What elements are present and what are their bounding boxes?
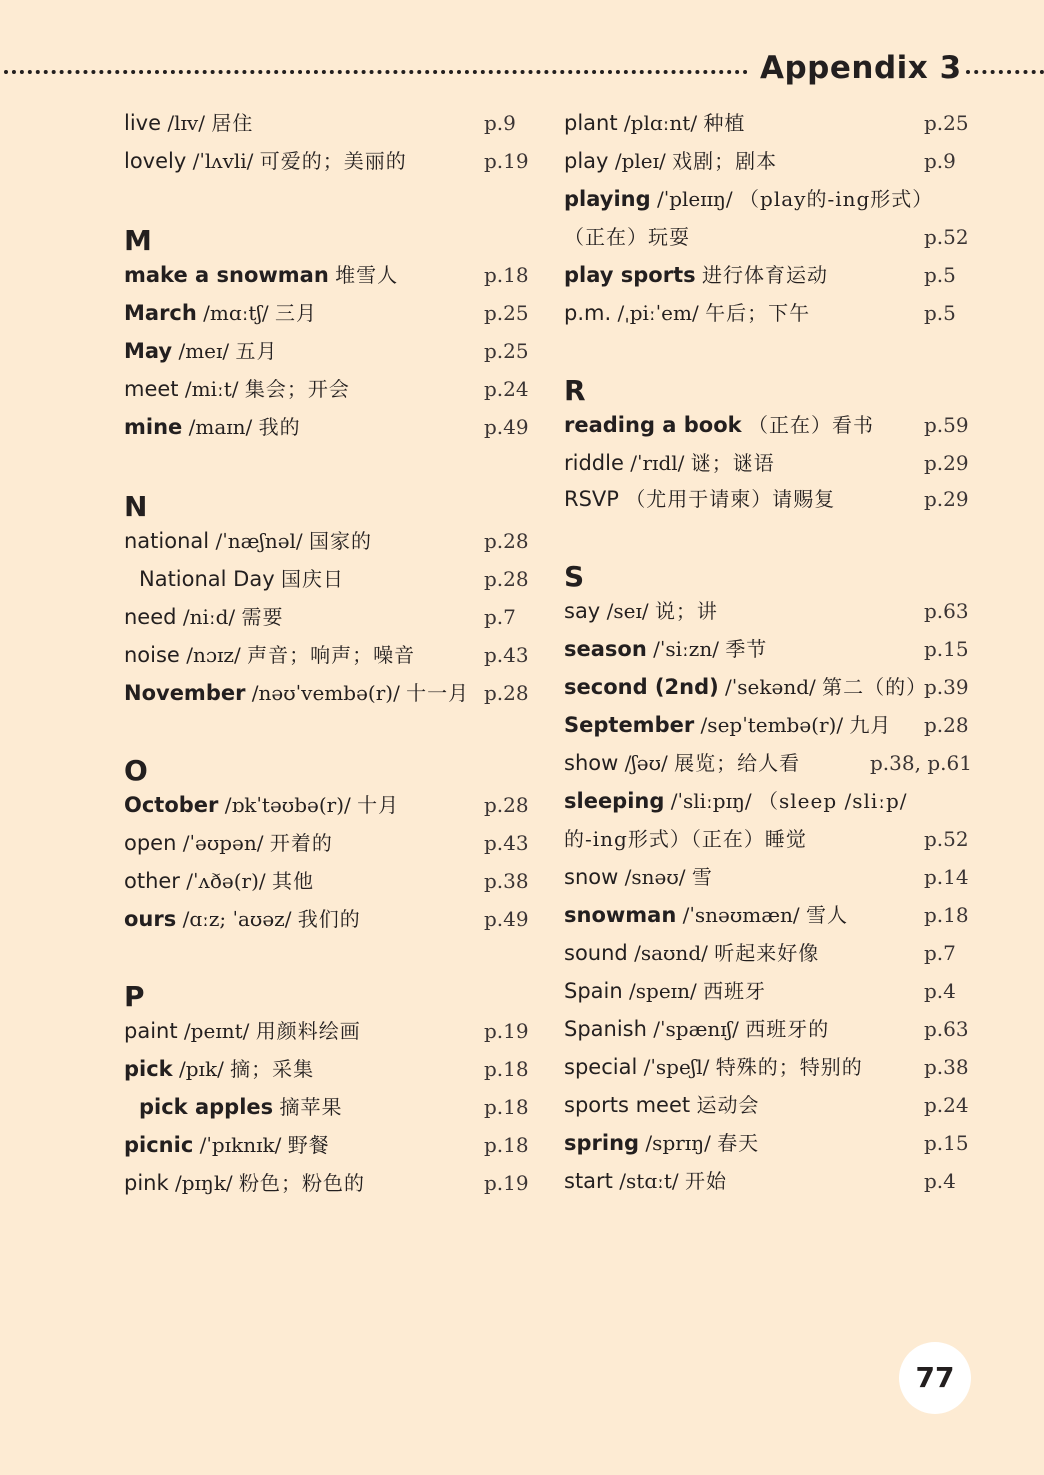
chinese-meaning: 粉色；粉色的	[239, 1171, 366, 1195]
phonetic: /ˈʌðə(r)/	[179, 869, 272, 893]
phonetic: /ɒkˈtəʊbə(r)/	[218, 793, 358, 817]
page-reference: p.63	[924, 1017, 969, 1041]
dotted-rule-left	[4, 70, 748, 74]
phonetic: /pleɪ/	[608, 149, 673, 173]
page-reference: p.7	[484, 605, 516, 629]
glossary-entry	[564, 976, 974, 1014]
headword: sound	[564, 941, 628, 965]
headword: pick	[124, 1057, 173, 1081]
dotted-rule-right	[966, 70, 1044, 74]
entry-text	[564, 1166, 727, 1196]
section-letter: P	[124, 980, 145, 1013]
headword: Spanish	[564, 1017, 647, 1041]
entry-text	[124, 1168, 365, 1198]
page-reference: p.39	[924, 675, 969, 699]
chinese-meaning: 戏剧；剧本	[672, 149, 778, 173]
chinese-meaning: 雪人	[806, 903, 848, 927]
chinese-meaning: 的-ing形式）（正在）睡觉	[564, 827, 807, 851]
section-letter: O	[124, 754, 148, 787]
headword: sleeping	[564, 789, 665, 813]
headword: need	[124, 605, 177, 629]
entry-text	[564, 976, 766, 1006]
phonetic: /peɪnt/	[177, 1019, 256, 1043]
page-reference: p.59	[924, 413, 969, 437]
page-reference: p.9	[924, 149, 956, 173]
chinese-meaning: 需要	[241, 605, 284, 629]
phonetic: /nɔɪz/	[179, 643, 248, 667]
page-reference: p.15	[924, 637, 969, 661]
entry-text	[124, 904, 361, 934]
page-reference: p.28	[484, 567, 529, 591]
chinese-meaning: 开始	[685, 1169, 727, 1193]
page-reference: p.29	[924, 487, 969, 511]
page-reference: p.19	[484, 1019, 529, 1043]
page-reference: p.18	[484, 263, 529, 287]
entry-text	[139, 1092, 343, 1122]
page-reference: p.49	[484, 415, 529, 439]
glossary-entry	[124, 564, 534, 602]
glossary-entry	[124, 904, 534, 942]
chinese-meaning: 摘；采集	[230, 1057, 315, 1081]
phonetic: /saʊnd/	[627, 941, 715, 965]
glossary-entry	[124, 640, 534, 678]
chinese-meaning: 西班牙	[703, 979, 767, 1003]
entry-text	[124, 866, 314, 896]
phonetic: /niːd/	[176, 605, 242, 629]
headword: snowman	[564, 903, 677, 927]
chinese-meaning: （play的-ing形式）	[739, 187, 934, 211]
phonetic: /ˈrɪdl/	[623, 451, 691, 475]
chinese-meaning: 十一月	[406, 681, 470, 705]
glossary-entry	[124, 374, 534, 412]
entry-text	[139, 564, 344, 594]
glossary-entry	[564, 786, 974, 824]
headword: October	[124, 793, 219, 817]
phonetic: /ˈpleɪɪŋ/	[650, 187, 740, 211]
page-reference: p.25	[924, 111, 969, 135]
glossary-entry	[564, 900, 974, 938]
chinese-meaning: 谜；谜语	[690, 451, 775, 475]
page-reference: p.25	[484, 339, 529, 363]
page-reference: p.18	[484, 1095, 529, 1119]
headword: Spain	[564, 979, 623, 1003]
entry-text	[564, 1128, 759, 1158]
headword: March	[124, 301, 197, 325]
glossary-entry	[124, 298, 534, 336]
chinese-meaning: 西班牙的	[745, 1017, 830, 1041]
glossary-entry	[124, 336, 534, 374]
entry-text	[124, 260, 398, 290]
phonetic: /pɪŋk/	[168, 1171, 240, 1195]
chinese-meaning: 我的	[258, 415, 301, 439]
entry-text	[124, 828, 333, 858]
headword: November	[124, 681, 246, 705]
phonetic: /miːt/	[178, 377, 245, 401]
phonetic: /sprɪŋ/	[639, 1131, 718, 1155]
entry-text	[564, 1014, 829, 1044]
page-reference: p.18	[484, 1057, 529, 1081]
phonetic: /plɑːnt/	[617, 111, 704, 135]
glossary-entry	[564, 748, 974, 786]
page-number: 77	[899, 1342, 971, 1414]
chinese-meaning: 午后；下午	[705, 301, 811, 325]
page-reference: p.38	[924, 1055, 969, 1079]
chinese-meaning: 十月	[357, 793, 400, 817]
page-reference: p.9	[484, 111, 516, 135]
phonetic: /ʃəʊ/	[618, 751, 675, 775]
glossary-entry	[564, 108, 974, 146]
phonetic: /ˈsekənd/	[718, 675, 823, 699]
chinese-meaning: 第二（的）	[822, 675, 928, 699]
chinese-meaning: 摘苹果	[279, 1095, 343, 1119]
page-reference: p.28	[484, 681, 529, 705]
headword: playing	[564, 187, 651, 211]
glossary-entry	[124, 1168, 534, 1206]
phonetic: /ɑːz; ˈaʊəz/	[176, 907, 298, 931]
phonetic: /lɪv/	[161, 111, 212, 135]
page-reference: p.63	[924, 599, 969, 623]
headword: other	[124, 869, 180, 893]
page-reference: p.28	[484, 529, 529, 553]
entry-text	[564, 862, 713, 892]
page-reference: p.15	[924, 1131, 969, 1155]
headword: pink	[124, 1171, 169, 1195]
headword: reading a book	[564, 413, 742, 437]
headword: say	[564, 599, 601, 623]
entry-text	[564, 298, 810, 328]
chinese-meaning: （正在）玩耍	[564, 225, 690, 249]
headword: second (2nd)	[564, 675, 719, 699]
chinese-meaning: 野餐	[287, 1133, 330, 1157]
entry-text	[124, 108, 253, 138]
chinese-meaning: 堆雪人	[335, 263, 399, 287]
phonetic: /ˈspænɪʃ/	[646, 1017, 746, 1041]
page-reference: p.5	[924, 263, 956, 287]
page-header	[0, 48, 1044, 92]
phonetic: /ˈpɪknɪk/	[193, 1133, 288, 1157]
glossary-entry	[564, 1014, 974, 1052]
page-reference: p.7	[924, 941, 956, 965]
entry-text	[564, 672, 927, 702]
entry-text	[124, 374, 350, 404]
entry-text	[564, 1052, 863, 1082]
glossary-entry	[564, 410, 974, 448]
headword: play sports	[564, 263, 696, 287]
phonetic: /nəʊˈvembə(r)/	[245, 681, 407, 705]
page-reference: p.24	[924, 1093, 969, 1117]
glossary-entry	[564, 596, 974, 634]
phonetic: /sepˈtembə(r)/	[694, 713, 850, 737]
entry-text	[564, 484, 835, 514]
chinese-meaning: 居住	[211, 111, 254, 135]
phonetic: /ˈsliːpɪŋ/	[664, 789, 758, 813]
chinese-meaning: 春天	[717, 1131, 760, 1155]
glossary-entry	[564, 672, 974, 710]
chinese-meaning: 五月	[235, 339, 278, 363]
page-reference: p.14	[924, 865, 969, 889]
glossary-entry	[564, 484, 974, 522]
entry-text	[124, 1016, 361, 1046]
headword: lovely	[124, 149, 187, 173]
glossary-entry	[124, 146, 534, 184]
glossary-entry	[124, 260, 534, 298]
chinese-meaning: 三月	[275, 301, 317, 325]
phonetic: /maɪn/	[182, 415, 259, 439]
entry-text	[564, 260, 828, 290]
section-letter: R	[564, 374, 586, 407]
phonetic: /ˈsiːzn/	[646, 637, 726, 661]
glossary-entry	[564, 938, 974, 976]
chinese-meaning: 声音；响声；噪音	[247, 643, 416, 667]
entry-text	[124, 336, 278, 366]
entry-text	[564, 824, 807, 854]
page-reference: p.19	[484, 1171, 529, 1195]
headword: riddle	[564, 451, 624, 475]
entry-text	[564, 748, 800, 778]
entry-text	[564, 596, 718, 626]
page-reference: p.25	[484, 301, 529, 325]
glossary-entry	[564, 260, 974, 298]
glossary-entry	[564, 1166, 974, 1204]
phonetic: /ˈnæʃnəl/	[209, 529, 310, 553]
page-reference: p.52	[924, 827, 969, 851]
headword: season	[564, 637, 647, 661]
page-reference: p.28	[484, 793, 529, 817]
glossary-entry	[124, 108, 534, 146]
chinese-meaning: 进行体育运动	[701, 263, 828, 287]
chinese-meaning: 用颜料绘画	[255, 1019, 361, 1043]
glossary-entry	[124, 526, 534, 564]
chinese-meaning: 可爱的；美丽的	[259, 149, 407, 173]
entry-text	[564, 634, 767, 664]
chinese-meaning: （sleep /sliːp/	[757, 789, 908, 813]
chinese-meaning: 雪	[691, 865, 713, 889]
phonetic: /ˈspeʃl/	[637, 1055, 716, 1079]
entry-text	[124, 602, 284, 632]
entry-text	[564, 900, 848, 930]
chinese-meaning: 季节	[725, 637, 768, 661]
entry-text	[124, 298, 317, 328]
page-reference: p.4	[924, 1169, 956, 1193]
chinese-meaning: （正在）看书	[748, 413, 874, 437]
section-letter: M	[124, 224, 152, 257]
headword: ours	[124, 907, 177, 931]
entry-text	[124, 640, 415, 670]
chinese-meaning: 特殊的；特别的	[715, 1055, 863, 1079]
glossary-entry	[124, 602, 534, 640]
headword: paint	[124, 1019, 178, 1043]
appendix-title: Appendix 3	[760, 50, 962, 86]
glossary-entry	[564, 824, 974, 862]
entry-text	[124, 1054, 314, 1084]
page-reference: p.43	[484, 831, 529, 855]
phonetic: /stɑːt/	[612, 1169, 685, 1193]
phonetic: /ˌpiːˈem/	[611, 301, 706, 325]
glossary-entry	[564, 298, 974, 336]
page-reference: p.18	[924, 903, 969, 927]
headword: snow	[564, 865, 619, 889]
glossary-entry	[124, 828, 534, 866]
entry-text	[564, 108, 745, 138]
chinese-meaning: 我们的	[297, 907, 361, 931]
glossary-entry	[564, 184, 974, 222]
page-reference: p.29	[924, 451, 969, 475]
chinese-meaning: 其他	[271, 869, 314, 893]
glossary-entry	[564, 862, 974, 900]
chinese-meaning: 说；讲	[654, 599, 718, 623]
headword: mine	[124, 415, 183, 439]
page-reference: p.18	[484, 1133, 529, 1157]
phonetic: /pɪk/	[172, 1057, 231, 1081]
entry-text	[124, 412, 301, 442]
headword: p.m.	[564, 301, 612, 325]
glossary-entry	[564, 146, 974, 184]
chinese-meaning: 展览；给人看	[674, 751, 801, 775]
chinese-meaning: 国庆日	[281, 567, 345, 591]
headword: live	[124, 111, 162, 135]
chinese-meaning: 开着的	[269, 831, 333, 855]
entry-text	[124, 1130, 330, 1160]
glossary-entry	[564, 1128, 974, 1166]
headword: play	[564, 149, 609, 173]
entry-text	[564, 222, 690, 252]
headword: spring	[564, 1131, 640, 1155]
page-reference: p.19	[484, 149, 529, 173]
phonetic: /ˈəʊpən/	[176, 831, 270, 855]
glossary-entry	[564, 710, 974, 748]
headword: special	[564, 1055, 638, 1079]
chinese-meaning: 种植	[703, 111, 746, 135]
section-letter: S	[564, 560, 585, 593]
headword: national	[124, 529, 210, 553]
chinese-meaning: 国家的	[309, 529, 373, 553]
headword: September	[564, 713, 695, 737]
glossary-entry	[124, 412, 534, 450]
glossary-entry	[124, 866, 534, 904]
glossary-entry	[124, 1016, 534, 1054]
phonetic: /snəʊ/	[618, 865, 692, 889]
phonetic: /ˈsnəʊmæn/	[676, 903, 806, 927]
page-reference: p.38	[484, 869, 529, 893]
glossary-entry	[124, 790, 534, 828]
entry-text	[124, 678, 469, 708]
phonetic: /meɪ/	[172, 339, 236, 363]
headword: start	[564, 1169, 613, 1193]
page-reference: p.28	[924, 713, 969, 737]
headword: RSVP	[564, 487, 619, 511]
phonetic: /mɑːtʃ/	[196, 301, 275, 325]
page-reference: p.4	[924, 979, 956, 1003]
entry-text	[564, 1090, 760, 1120]
entry-text	[124, 790, 399, 820]
headword: pick apples	[139, 1095, 274, 1119]
entry-text	[564, 184, 933, 214]
headword: picnic	[124, 1133, 194, 1157]
entry-text	[124, 146, 407, 176]
entry-text	[564, 146, 777, 176]
chinese-meaning: 听起来好像	[714, 941, 820, 965]
chinese-meaning: 运动会	[696, 1093, 760, 1117]
page-reference: p.24	[484, 377, 529, 401]
glossary-entry	[564, 222, 974, 260]
glossary-entry	[564, 1090, 974, 1128]
glossary-entry	[124, 1054, 534, 1092]
page-reference: p.5	[924, 301, 956, 325]
entry-text	[564, 410, 874, 440]
page-reference: p.49	[484, 907, 529, 931]
glossary-entry	[124, 1092, 534, 1130]
chinese-meaning: 集会；开会	[244, 377, 350, 401]
headword: sports meet	[564, 1093, 691, 1117]
glossary-entry	[564, 634, 974, 672]
entry-text	[564, 710, 891, 740]
phonetic: /ˈlʌvli/	[186, 149, 260, 173]
phonetic: /seɪ/	[600, 599, 655, 623]
headword: May	[124, 339, 173, 363]
phonetic: /speɪn/	[622, 979, 704, 1003]
chinese-meaning: （尤用于请柬）请赐复	[625, 487, 836, 511]
headword: noise	[124, 643, 180, 667]
headword: open	[124, 831, 177, 855]
headword: plant	[564, 111, 618, 135]
glossary-entry	[124, 1130, 534, 1168]
chinese-meaning: 九月	[849, 713, 892, 737]
page-reference: p.38, p.61	[870, 751, 972, 775]
entry-text	[564, 786, 908, 816]
glossary-entry	[124, 678, 534, 716]
page-reference: p.43	[484, 643, 529, 667]
headword: meet	[124, 377, 179, 401]
section-letter: N	[124, 490, 148, 523]
entry-text	[564, 938, 819, 968]
page-reference: p.52	[924, 225, 969, 249]
entry-text	[564, 448, 775, 478]
entry-text	[124, 526, 372, 556]
headword: make a snowman	[124, 263, 329, 287]
glossary-entry	[564, 1052, 974, 1090]
headword: National Day	[139, 567, 275, 591]
glossary-entry	[564, 448, 974, 486]
headword: show	[564, 751, 619, 775]
